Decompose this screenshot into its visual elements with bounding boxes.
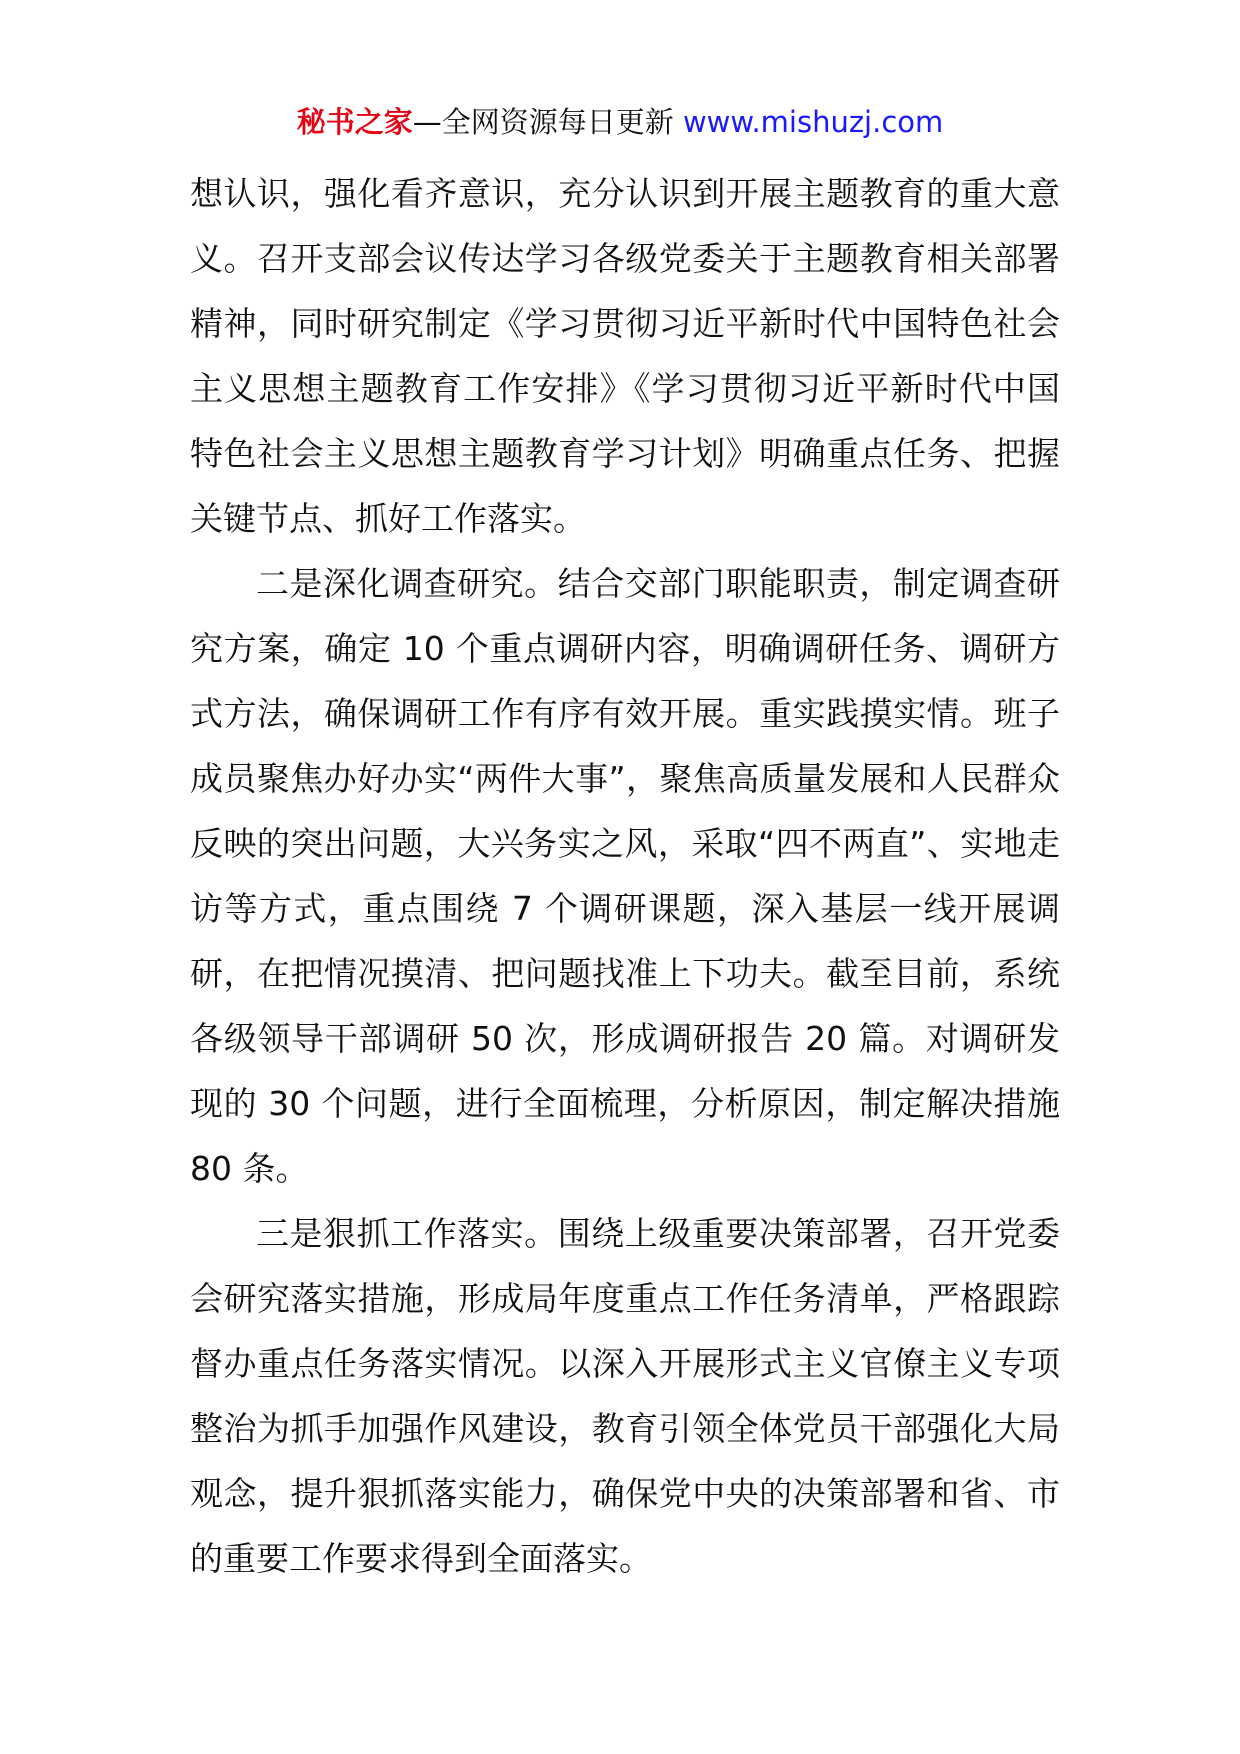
paragraph-continued: 想认识，强化看齐意识，充分认识到开展主题教育的重大意义。召开支部会议传达学习各级党委关于主题教育相关部署精神，同时研究制定《学习贯彻习近平新时代中国特色社会主义思想主题教育工作安排》《学习贯彻习近平新时代中国特色社会主义思想主题教育学习计划》明确重点任务、把握关键节点、抓好工作落实。: [190, 174, 1060, 538]
site-url-link[interactable]: www.mishuzj.com: [682, 105, 944, 139]
paragraph-deepen-research: 二是深化调查研究。结合交部门职能职责，制定调查研究方案，确定 10 个重点调研内容，明确调研任务、调研方式方法，确保调研工作有序有效开展。重实践摸实情。班子成员聚焦办好办实“两件大事”，聚焦高质量发展和人民群众反映的突出问题，大兴务实之风，采取“四不两直”、实地走访等方式，重点围绕 7 个调研课题，深入基层一线开展调研，在把情况摸清、把问题找准上下功夫。截至目前，系统各级领导干部调研 50 次，形成调研报告 20 篇。对调研发现的 30 个问题，进行全面梳理，分析原因，制定解决措施 80 条。: [190, 564, 1060, 1188]
site-brand: 秘书之家: [296, 105, 413, 139]
site-header: [0, 102, 1240, 142]
site-tagline: —全网资源每日更新: [412, 105, 683, 139]
paragraph-implementation: 三是狠抓工作落实。围绕上级重要决策部署，召开党委会研究落实措施，形成局年度重点工作任务清单，严格跟踪督办重点任务落实情况。以深入开展形式主义官僚主义专项整治为抓手加强作风建设，教育引领全体党员干部强化大局观念，提升狠抓落实能力，确保党中央的决策部署和省、市的重要工作要求得到全面落实。: [190, 1214, 1060, 1578]
document-body: [190, 161, 1060, 1591]
